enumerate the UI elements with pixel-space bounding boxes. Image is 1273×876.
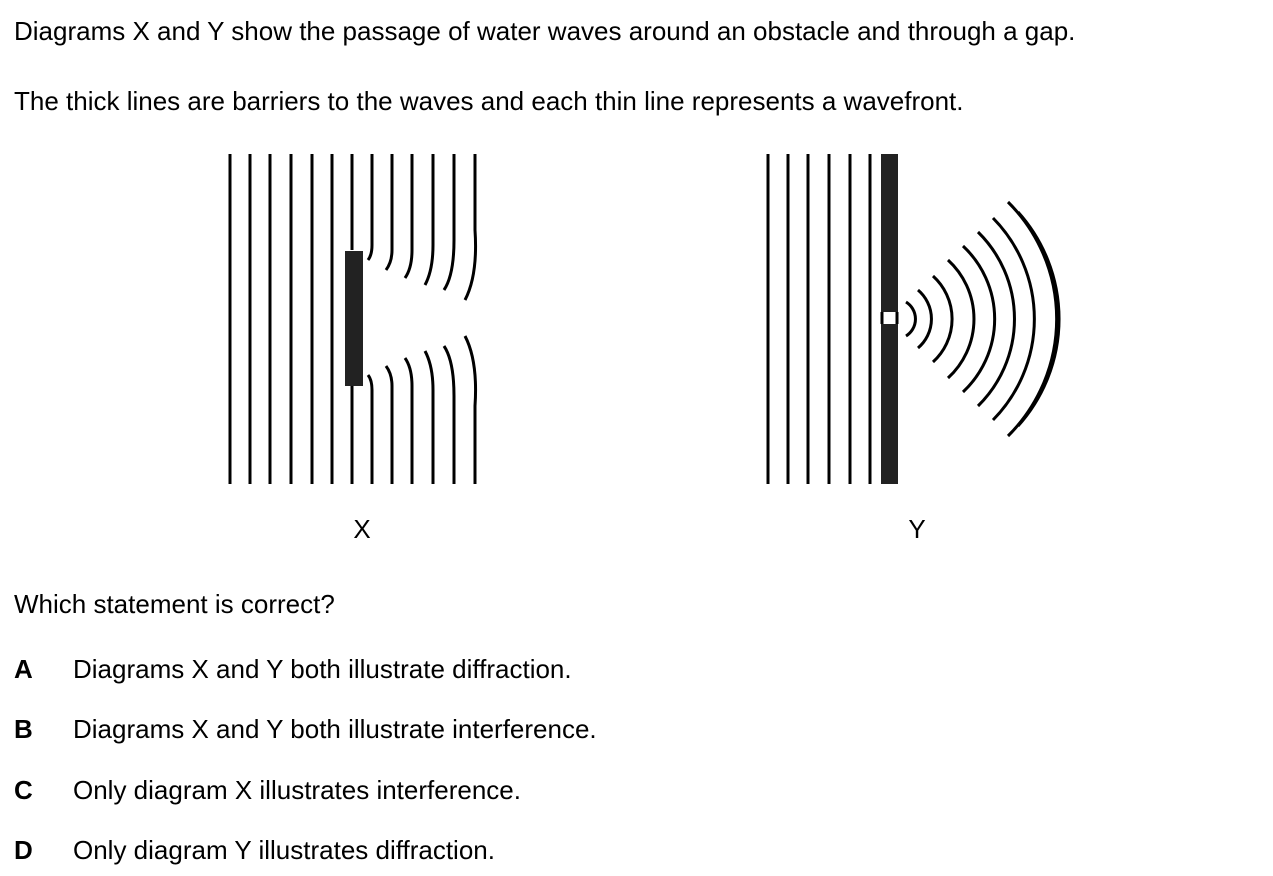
diagram-y	[758, 150, 1068, 490]
option-letter: C	[14, 775, 33, 805]
option-text: Diagrams X and Y both illustrate interference.	[73, 714, 597, 744]
wavefront	[425, 351, 433, 484]
diagram-y-label: Y	[908, 514, 926, 544]
wavefront	[978, 232, 1014, 406]
wavefront	[386, 366, 392, 484]
diagram-x	[220, 150, 490, 490]
wavefront	[918, 290, 931, 348]
wavefront	[444, 346, 454, 484]
wavefront	[933, 276, 952, 362]
upper-barrier	[881, 154, 898, 312]
option-letter: A	[14, 654, 33, 684]
wavefront	[405, 154, 412, 278]
wavefront	[906, 302, 915, 336]
question-text: Which statement is correct?	[14, 589, 335, 619]
option-text: Diagrams X and Y both illustrate diffraction.	[73, 654, 572, 684]
obstacle-barrier	[345, 251, 363, 386]
wavefront	[368, 154, 372, 260]
wavefront	[386, 154, 392, 270]
wavefront	[405, 358, 412, 484]
intro-text-line-2: The thick lines are barriers to the waves and each thin line represents a wavefront.	[14, 86, 964, 116]
option-letter: D	[14, 835, 33, 865]
wavefront	[425, 154, 433, 285]
option-text: Only diagram Y illustrates diffraction.	[73, 835, 495, 865]
wavefront	[444, 154, 454, 290]
option-letter: B	[14, 714, 33, 744]
diagram-x-label: X	[353, 514, 371, 544]
wavefront	[963, 246, 995, 392]
lower-barrier	[881, 324, 898, 484]
option-text: Only diagram X illustrates interference.	[73, 775, 521, 805]
wavefront	[465, 154, 476, 300]
wavefront	[465, 336, 476, 484]
intro-text-line-1: Diagrams X and Y show the passage of water waves around an obstacle and through a gap.	[14, 16, 1076, 46]
wavefront	[368, 375, 372, 484]
